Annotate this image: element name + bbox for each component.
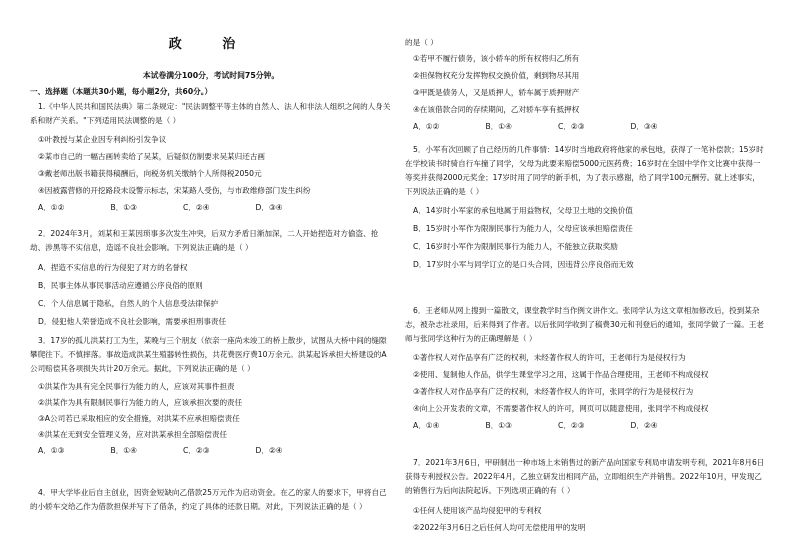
choice-d: D．③④	[255, 203, 283, 212]
answer-choices	[405, 118, 703, 135]
column-divider	[398, 0, 399, 560]
option-item: C．16岁时小军作为限制民事行为能力人，不能独立获取奖励	[413, 242, 618, 251]
question-stem: 7．2021年3月6日，甲研制出一种市场上未销售过的新产品向国家专利局申请发明专利，2021年8月6日获得专利授权公告。2022年4月，乙独立研发出相同产品，立即组织生产并销售。2022年10月，甲发现乙的销售行为后向法院起诉。下列选项正确的有（ ）	[405, 458, 765, 495]
question-4	[30, 486, 392, 514]
question-7	[405, 456, 767, 536]
option-item: ①叶教授与某企业因专利纠纷引发争议	[38, 135, 167, 144]
question-4-continued	[405, 36, 767, 135]
question-stem: 5．小军有次回顾了自己经历的几件事情：14岁时当地政府将他家的承包地，获得了一笔补偿款；15岁时在学校读书时骑自行车撞了同学，父母为此要来赔偿5000元医药费；16岁时在全国中学作文比赛中获得一等奖并获得2000元奖金；17岁时用了同学的新手机，为了表示感谢，给了同学100元酬劳。就上述事实，下列说法正确的是（ ）	[405, 145, 764, 196]
question-2	[30, 227, 392, 331]
option-item: D．17岁时小军与同学订立的是口头合同，因违背公序良俗而无效	[413, 260, 634, 269]
option-item: B．民事主体从事民事活动应遵循公序良俗的原则	[38, 281, 203, 290]
option-item: ④因被露营修的开挖路段未设警示标志，宋某路人受伤，与市政维修部门发生纠纷	[38, 186, 311, 195]
option-item: ①若甲不履行债务，该小轿车的所有权将归乙所有	[413, 54, 580, 63]
choice-a: A．①②	[38, 203, 65, 212]
option-item: ②使用、复制他人作品，供学生课堂学习之用，这属于作品合理使用，王老师不构成侵权	[413, 370, 709, 379]
option-item: ③A公司若已采取相应的安全措施，对洪某不应承担赔偿责任	[38, 414, 240, 423]
option-item: ①洪某作为具有完全民事行为能力的人，应该对其事件担责	[38, 382, 235, 391]
option-item: ④在该借款合同的存续期间，乙对轿车享有抵押权	[413, 105, 580, 114]
option-item: B．15岁时小军作为限制民事行为能力人，父母应该承担赔偿责任	[413, 224, 633, 233]
exam-info: 本试卷满分100分，考试时间75分钟。	[142, 71, 280, 80]
choice-b: B．①④	[110, 446, 137, 455]
choice-a: A．①②	[413, 122, 440, 131]
choice-c: C．②③	[558, 122, 585, 131]
choice-b: B．①④	[485, 122, 512, 131]
option-item: ②担保物权充分发挥物权交换价值，剩到物尽其用	[413, 71, 580, 80]
choice-b: B．①③	[485, 421, 512, 430]
question-stem: 2．2024年3月，刘某和王某因琐事多次发生冲突，后双方矛盾日渐加深，二人开始捏造对方偷盗、抢劫、涉黑等不实信息，造谣不良社会影响。下列说法正确的是（ ）	[30, 229, 379, 252]
answer-choices	[30, 199, 328, 216]
question-stem-tail: 的是（ ）	[405, 38, 438, 47]
choice-a: A．①③	[38, 446, 65, 455]
option-item: ③著作权人对作品享有广泛的权利，未经著作权人的许可，张同学的行为是侵权行为	[413, 387, 694, 396]
option-item: C．个人信息属于隐私，自然人的个人信息受法律保护	[38, 299, 218, 308]
question-stem: 1.《中华人民共和国民法典》第二条规定："民法调整平等主体的自然人、法人和非法人组织之间的人身关系和财产关系。"下列适用民法调整的是（ ）	[30, 102, 391, 125]
question-1	[30, 100, 392, 216]
question-3	[30, 334, 392, 459]
question-stem: 6．王老师从网上搜到一篇散文，课堂教学时当作例文讲作文。张同学认为这文章相加修改后，投到某杂志，被杂志社录用，后来得到了作者。以后张同学收到了稿费30元和刊登后的通知，张同学做了一篇。王老师与张同学这种行为的正确理解是（ ）	[405, 306, 764, 343]
choice-c: C．②③	[183, 446, 210, 455]
choice-d: D．②④	[255, 446, 283, 455]
choice-a: A．①④	[413, 421, 440, 430]
answer-choices	[405, 417, 703, 434]
option-item: A．捏造不实信息的行为侵犯了对方的名誉权	[38, 263, 188, 272]
option-item: ④洪某在无到安全管理义务，应对洪某承担全部赔偿责任	[38, 430, 228, 439]
choice-d: D．③④	[630, 122, 658, 131]
option-item: ①任何人使用该产品均侵犯甲的专利权	[413, 506, 542, 515]
option-item: ②洪某作为具有限制民事行为能力的人，应该承担次要的责任	[38, 398, 243, 407]
option-item: ②某市自己的一幅古画转卖给了吴某，后疑似仿制要求吴某归还古画	[38, 152, 266, 161]
choice-b: B．①③	[110, 203, 137, 212]
question-stem: 3．17岁的孤儿洪某打工为生，某晚与三个朋友（依亲一座尚未竣工的桥上散步，试图从大桥中间的缝隙攀爬往下。不慎摔落。事故造成洪某生殖器转性损伤，共花费医疗费10万余元。洪某起诉承担大桥建设的A公司赔偿其各项损失共计20万余元。据此，下列说法正确的是（ ）	[30, 336, 387, 373]
question-6	[405, 304, 767, 434]
answer-choices	[30, 443, 328, 459]
option-item: D．侵犯他人荣誉造成不良社会影响，需要承担刑事责任	[38, 317, 227, 326]
choice-c: C．②③	[558, 421, 585, 430]
choice-d: D．②④	[630, 421, 658, 430]
option-item: ②2022年3月6日之后任何人均可无偿使用甲的发明	[413, 523, 586, 532]
option-item: ③甲既是债务人，又是质押人，轿车属于质押财产	[413, 88, 580, 97]
option-item: ①著作权人对作品享有广泛的权利，未经著作权人的许可，王老师行为是侵权行为	[413, 353, 686, 362]
option-item: ③戴老师出版书籍获得稿酬后，向税务机关缴纳个人所得税2050元	[38, 169, 262, 178]
section-heading: 一、选择题（本题共30小题，每小题2分，共60分。）	[30, 87, 213, 96]
choice-c: C．②④	[183, 203, 210, 212]
option-item: A．14岁时小军家的承包地属于用益物权，父母卫土地的交换价值	[413, 206, 633, 215]
option-item: ④向上公开发表的文章，不需要著作权人的许可，网页可以随意使用，张同学不构成侵权	[413, 404, 709, 413]
question-stem: 4．甲大学毕业后自主创业，因资金短缺向乙借款25万元作为启动资金。在乙的家人的要求下，甲将自己的小轿车交给乙作为借款担保并写下了借条，约定了具体的还款日期。对此，下列说法正确的是（ ）	[30, 488, 387, 511]
question-5	[405, 143, 767, 274]
page-title: 政 治	[168, 37, 254, 52]
